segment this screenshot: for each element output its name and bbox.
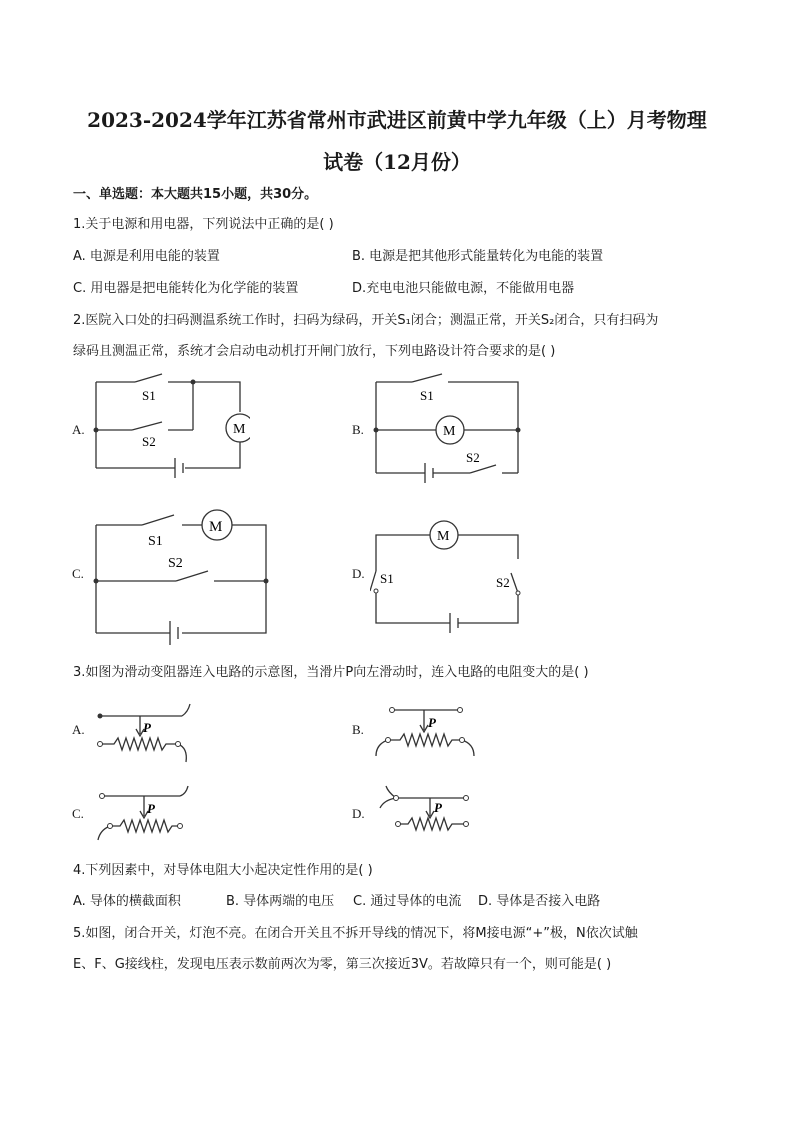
q2-option-a-label: A. <box>72 422 85 437</box>
svg-text:S1: S1 <box>142 388 156 403</box>
svg-text:P: P <box>428 715 436 730</box>
svg-text:S1: S1 <box>380 571 394 586</box>
exam-title-line2: 试卷（12月份） <box>323 150 471 174</box>
exam-title-line1: 2023-2024学年江苏省常州市武进区前黄中学九年级（上）月考物理 <box>87 108 707 132</box>
svg-text:S2: S2 <box>466 450 480 465</box>
q2-circuit-b <box>370 370 530 488</box>
q2-stem-line2: 绿码且测温正常，系统才会启动电动机打开闸门放行，下列电路设计符合要求的是( ) <box>73 344 556 359</box>
q4-stem: 4.下列因素中，对导体电阻大小起决定性作用的是( ) <box>73 863 373 878</box>
q2-option-c-label: C. <box>72 566 84 581</box>
q4-option-a: A. 导体的横截面积 <box>73 894 181 909</box>
svg-text:S1: S1 <box>148 534 163 549</box>
svg-text:S2: S2 <box>496 575 510 590</box>
q5-stem-line1: 5.如图，闭合开关，灯泡不亮。在闭合开关且不拆开导线的情况下，将M接电源“+”极，N依次试触 <box>73 926 638 941</box>
q4-option-d: D. 导体是否接入电路 <box>478 894 601 909</box>
svg-text:S2: S2 <box>168 556 183 571</box>
q3-rheostat-b <box>372 700 482 766</box>
svg-text:M: M <box>233 422 246 437</box>
q2-circuit-a <box>90 370 250 480</box>
svg-text:M: M <box>443 424 456 439</box>
q4-option-c: C. 通过导体的电流 <box>353 894 462 909</box>
svg-text:M: M <box>209 519 223 535</box>
svg-text:P: P <box>434 800 442 815</box>
q2-option-b-label: B. <box>352 422 364 437</box>
q3-rheostat-c <box>92 784 202 846</box>
q3-rheostat-a <box>92 700 202 766</box>
svg-text:M: M <box>437 529 450 544</box>
svg-text:S1: S1 <box>420 388 434 403</box>
q3-option-b-label: B. <box>352 722 364 737</box>
q3-option-d-label: D. <box>352 806 365 821</box>
q2-circuit-d <box>370 515 530 640</box>
q3-option-a-label: A. <box>72 722 85 737</box>
svg-text:P: P <box>143 720 151 735</box>
q1-option-a: A. 电源是利用电能的装置 <box>73 249 220 264</box>
q3-stem: 3.如图为滑动变阻器连入电路的示意图，当滑片P向左滑动时，连入电路的电阻变大的是( ) <box>73 665 589 680</box>
svg-text:P: P <box>147 801 155 816</box>
q2-circuit-c <box>90 505 270 645</box>
q1-option-c: C. 用电器是把电能转化为化学能的装置 <box>73 281 299 296</box>
section-heading: 一、单选题：本大题共15小题，共30分。 <box>73 187 318 202</box>
q2-option-d-label: D. <box>352 566 365 581</box>
q5-stem-line2: E、F、G接线柱，发现电压表示数前两次为零，第三次接近3V。若故障只有一个，则可能是( ) <box>73 957 612 972</box>
q4-option-b: B. 导体两端的电压 <box>226 894 335 909</box>
q3-option-c-label: C. <box>72 806 84 821</box>
svg-text:S2: S2 <box>142 434 156 449</box>
q2-stem-line1: 2.医院入口处的扫码测温系统工作时，扫码为绿码，开关S₁闭合；测温正常，开关S₂闭合，只有扫码为 <box>73 313 659 328</box>
q1-stem: 1.关于电源和用电器，下列说法中正确的是( ) <box>73 217 334 232</box>
q1-option-b: B. 电源是把其他形式能量转化为电能的装置 <box>352 249 604 264</box>
q3-rheostat-d <box>372 784 482 846</box>
q1-option-d: D.充电电池只能做电源，不能做用电器 <box>352 281 575 296</box>
